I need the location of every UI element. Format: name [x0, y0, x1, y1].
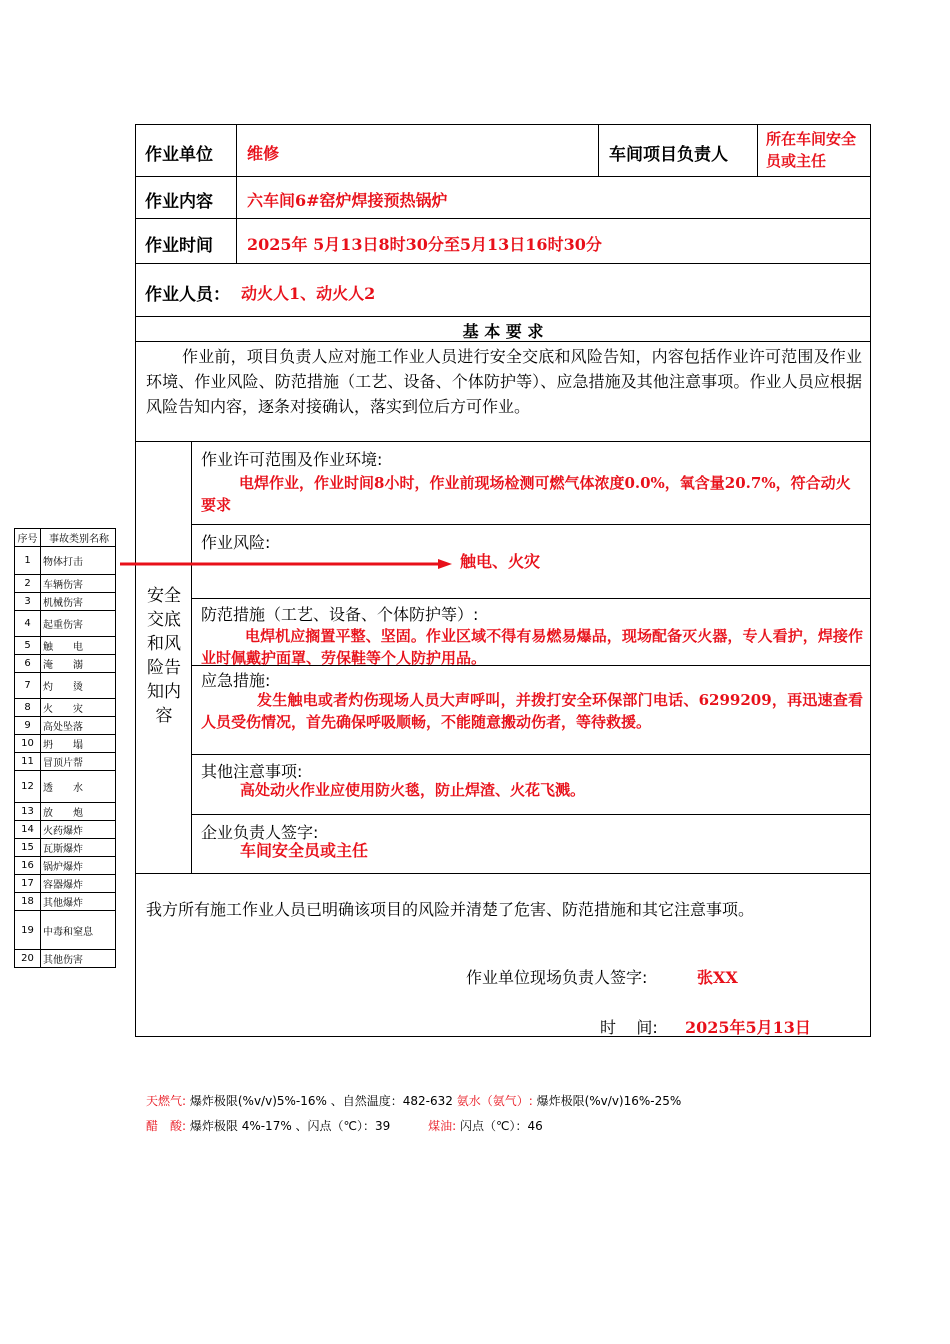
side-row-name: 透 水 [43, 783, 83, 794]
side-row-no: 3 [15, 593, 41, 610]
ammonia-label: 氨水（氨气）: [456, 1094, 533, 1108]
side-row-no: 17 [15, 875, 41, 892]
side-row-no: 8 [15, 699, 41, 716]
date-label: 时 间: [600, 1018, 658, 1037]
side-table-row [15, 655, 115, 673]
intro-paragraph: 作业前，项目负责人应对施工作业人员进行安全交底和风险告知，内容包括作业许可范围及作业环境、作业风险、防范措施（工艺、设备、个体防护等）、应急措施及其他注意事项。作业人员应根据风险告知内容，逐条对接确认，落实到位后方可作业。 [146, 347, 862, 416]
side-table-row [15, 950, 115, 968]
side-row-no: 13 [15, 803, 41, 820]
personnel-value: 动火人1、动火人2 [241, 284, 376, 303]
side-table-row [15, 911, 115, 950]
kerosene-text: 闪点（℃）：46 [460, 1119, 543, 1133]
side-row-name: 物体打击 [43, 557, 83, 568]
side-row-no: 4 [15, 611, 41, 636]
side-row-no: 5 [15, 637, 41, 654]
row-divider [135, 218, 871, 219]
content-value: 六车间6#窑炉焊接预热锅炉 [247, 191, 448, 210]
side-row-no: 9 [15, 717, 41, 734]
side-row-no: 6 [15, 655, 41, 672]
safety-briefing-label: 安全交底和风险告知内容 [147, 586, 181, 726]
side-table-row [15, 717, 115, 735]
personnel-label: 作业人员： [145, 285, 230, 305]
side-table-row [15, 735, 115, 753]
col-divider [191, 441, 192, 873]
emergency-label: 应急措施: [201, 671, 271, 690]
side-table-row [15, 821, 115, 839]
side-row-no: 2 [15, 575, 41, 592]
side-row-no: 12 [15, 771, 41, 802]
sign-value: 车间安全员或主任 [240, 841, 369, 860]
acid-label: 醋 酸: [146, 1119, 187, 1133]
arrow-icon [118, 556, 458, 572]
requirements-title: 基 本 要 求 [462, 322, 544, 341]
site-sign-label: 作业单位现场负责人签字: [466, 968, 648, 987]
acid-text: 爆炸极限 4%-17% 、闪点（℃）：39 [189, 1119, 391, 1133]
side-row-no: 18 [15, 893, 41, 910]
footer-line-1 [146, 1092, 681, 1109]
confirm-text: 我方所有施工作业人员已明确该项目的风险并清楚了危害、防范措施和其它注意事项。 [146, 900, 755, 919]
side-row-name: 淹 溺 [43, 660, 83, 671]
risk-text: 触电、火灾 [460, 552, 541, 571]
row-divider [191, 754, 871, 755]
row-divider [191, 524, 871, 525]
row-divider [135, 441, 871, 442]
side-table-row [15, 875, 115, 893]
side-header-name: 事故类别名称 [49, 534, 109, 545]
row-divider [191, 814, 871, 815]
row-divider [191, 598, 871, 599]
side-row-name: 锅炉爆炸 [43, 862, 83, 873]
table-border-top [135, 124, 871, 125]
side-table-row [15, 611, 115, 637]
side-row-name: 其他爆炸 [43, 898, 83, 909]
accident-type-table [14, 528, 116, 968]
site-sign-value: 张XX [697, 968, 738, 987]
emergency-text: 发生触电或者灼伤现场人员大声呼叫，并拨打安全环保部门电话、6299209，再迅速查看人员受伤情况，首先确保呼吸顺畅，不能随意搬动伤者，等待救援。 [201, 691, 863, 731]
unit-value: 维修 [247, 144, 280, 163]
side-table-row [15, 893, 115, 911]
scope-text: 电焊作业，作业时间8小时，作业前现场检测可燃气体浓度0.0%，氧含量20.7%，符合动火要求 [201, 474, 851, 514]
row-divider [135, 263, 871, 264]
row-divider [135, 316, 871, 317]
side-row-name: 触 电 [43, 642, 83, 653]
side-row-name: 起重伤害 [43, 620, 83, 631]
sign-label: 企业负责人签字: [201, 823, 319, 842]
side-row-name: 容器爆炸 [43, 880, 83, 891]
side-table-header [14, 528, 116, 547]
side-row-no: 20 [15, 950, 41, 967]
side-table-row [15, 637, 115, 655]
scope-label: 作业许可范围及作业环境: [201, 450, 383, 469]
side-row-name: 灼 烫 [43, 682, 83, 693]
side-row-name: 冒顶片帮 [43, 758, 83, 769]
table-border-left [135, 124, 136, 1037]
risk-label: 作业风险: [201, 533, 271, 552]
side-table-row [15, 803, 115, 821]
side-row-name: 高处坠落 [43, 722, 83, 733]
side-table-body [14, 547, 116, 968]
side-row-no: 16 [15, 857, 41, 874]
ammonia-text: 爆炸极限(%v/v)16%-25% [536, 1094, 682, 1108]
time-value: 2025年 5月13日8时30分至5月13日16时30分 [247, 235, 602, 254]
col-divider [757, 124, 758, 176]
side-table-row [15, 839, 115, 857]
side-row-no: 7 [15, 673, 41, 698]
side-table-row [15, 771, 115, 803]
row-divider [135, 873, 871, 874]
manager-label: 车间项目负责人 [609, 145, 728, 165]
unit-label: 作业单位 [145, 145, 213, 165]
side-table-row [15, 547, 115, 575]
time-label: 作业时间 [145, 236, 213, 256]
kerosene-label: 煤油: [428, 1119, 457, 1133]
side-table-row [15, 575, 115, 593]
side-row-name: 放 炮 [43, 808, 83, 819]
side-table-row [15, 593, 115, 611]
manager-value: 所在车间安全员或主任 [766, 130, 857, 170]
side-row-name: 中毒和窒息 [43, 926, 93, 938]
side-row-name: 车辆伤害 [43, 580, 83, 591]
side-table-row [15, 673, 115, 699]
col-divider [236, 124, 237, 263]
side-header-no: 序号 [15, 529, 41, 546]
prevention-text: 电焊机应搁置平整、坚固。作业区域不得有易燃易爆品，现场配备灭火器，专人看护，焊接作业时佩戴护面罩、劳保鞋等个人防护用品。 [201, 627, 863, 667]
table-border-right [870, 124, 871, 1037]
side-row-no: 19 [15, 911, 41, 949]
side-row-no: 11 [15, 753, 41, 770]
side-table-row [15, 857, 115, 875]
side-row-name: 机械伤害 [43, 598, 83, 609]
gas-text: 爆炸极限(%v/v)5%-16% 、自然温度：482-632 [189, 1094, 453, 1108]
row-divider [135, 176, 871, 177]
side-row-name: 坍 塌 [43, 740, 83, 751]
side-table-row [15, 699, 115, 717]
side-row-no: 10 [15, 735, 41, 752]
side-row-name: 其他伤害 [43, 955, 83, 966]
other-label: 其他注意事项: [201, 762, 303, 781]
side-table-row [15, 753, 115, 771]
date-value: 2025年5月13日 [685, 1018, 811, 1037]
content-label: 作业内容 [145, 192, 213, 212]
side-row-no: 14 [15, 821, 41, 838]
side-row-no: 15 [15, 839, 41, 856]
prevention-label: 防范措施（工艺、设备、个体防护等）: [201, 605, 479, 624]
side-row-no: 1 [15, 547, 41, 574]
col-divider [598, 124, 599, 176]
other-text: 高处动火作业应使用防火毯，防止焊渣、火花飞溅。 [240, 781, 586, 799]
footer-line-2 [146, 1117, 543, 1134]
gas-label: 天燃气: [146, 1094, 187, 1108]
side-row-name: 火药爆炸 [43, 826, 83, 837]
side-row-name: 瓦斯爆炸 [43, 844, 83, 855]
side-row-name: 火 灾 [43, 704, 83, 715]
